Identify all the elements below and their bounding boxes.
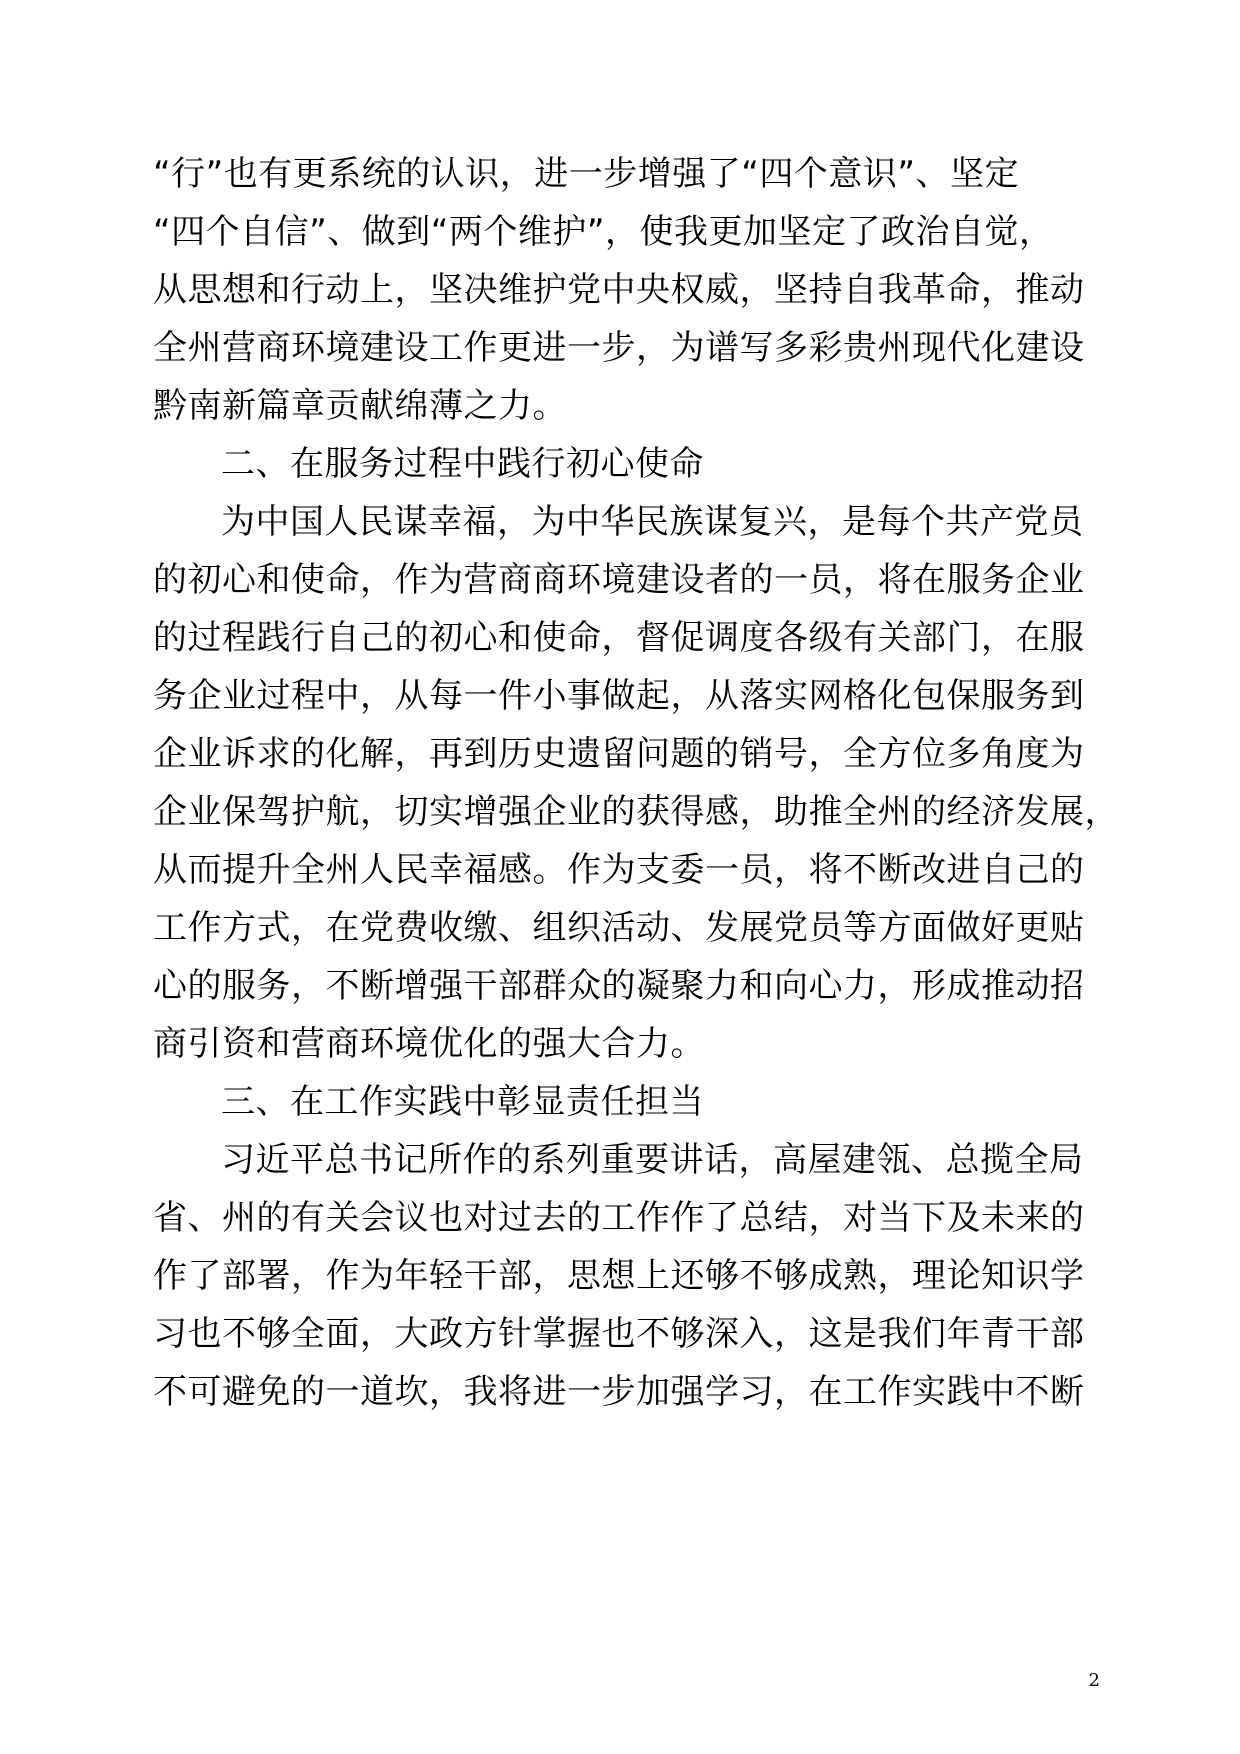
body-text-line: 为中国人民谋幸福，为中华民族谋复兴，是每个共产党员 <box>221 502 1084 542</box>
section-heading: 三、在工作实践中彰显责任担当 <box>221 1082 704 1122</box>
body-text-line: 心的服务，不断增强干部群众的凝聚力和向心力，形成推动招 <box>153 966 1085 1006</box>
body-text-line: 务企业过程中，从每一件小事做起，从落实网格化包保服务到 <box>153 676 1085 716</box>
body-text-line: 全州营商环境建设工作更进一步，为谱写多彩贵州现代化建设 <box>153 328 1085 368</box>
body-text-line: 企业保驾护航，切实增强企业的获得感，助推全州的经济发展， <box>153 792 1119 832</box>
body-text-line: “行”也有更系统的认识，进一步增强了“四个意识”、坚定 <box>153 154 1019 194</box>
page-number: 2 <box>1088 1670 1100 1691</box>
body-text-line: 工作方式，在党费收缴、组织活动、发展党员等方面做好更贴 <box>153 908 1085 948</box>
body-text-line: “四个自信”、做到“两个维护”，使我更加坚定了政治自觉， <box>153 212 1054 252</box>
body-text-line: 的过程践行自己的初心和使命，督促调度各级有关部门，在服 <box>153 618 1085 658</box>
section-heading: 二、在服务过程中践行初心使命 <box>221 444 704 484</box>
body-text-line: 不可避免的一道坎，我将进一步加强学习，在工作实践中不断 <box>153 1372 1085 1412</box>
body-text-line: 的初心和使命，作为营商商环境建设者的一员，将在服务企业 <box>153 560 1085 600</box>
body-text-line: 黔南新篇章贡献绵薄之力。 <box>153 386 567 426</box>
body-text-line: 习近平总书记所作的系列重要讲话，高屋建瓴、总揽全局 <box>221 1140 1084 1180</box>
body-text-line: 省、州的有关会议也对过去的工作作了总结，对当下及未来的 <box>153 1198 1085 1238</box>
body-text-line: 商引资和营商环境优化的强大合力。 <box>153 1024 705 1064</box>
body-text-line: 企业诉求的化解，再到历史遗留问题的销号，全方位多角度为 <box>153 734 1085 774</box>
body-text-line: 从而提升全州人民幸福感。作为支委一员，将不断改进自己的 <box>153 850 1085 890</box>
body-text-line: 习也不够全面，大政方针掌握也不够深入，这是我们年青干部 <box>153 1314 1085 1354</box>
body-text-line: 作了部署，作为年轻干部，思想上还够不够成熟，理论知识学 <box>153 1256 1085 1296</box>
body-text-line: 从思想和行动上，坚决维护党中央权威，坚持自我革命，推动 <box>153 270 1085 310</box>
